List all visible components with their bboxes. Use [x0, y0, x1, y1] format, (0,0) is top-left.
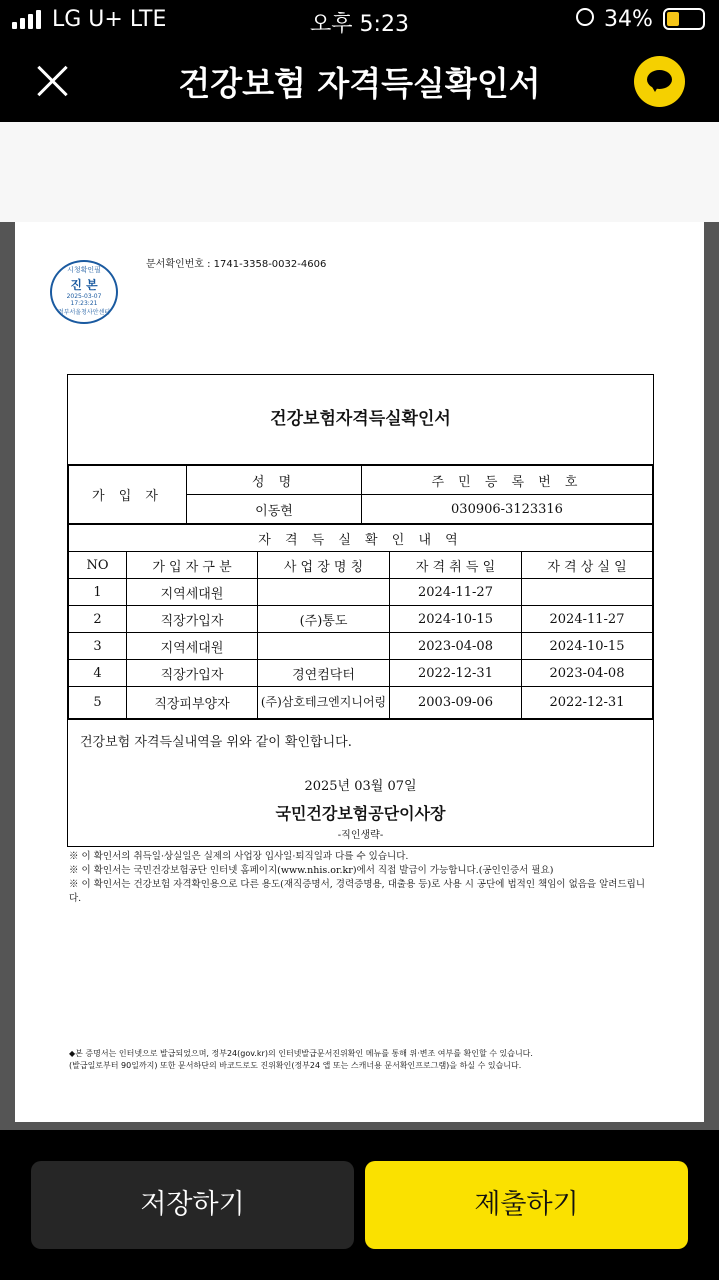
- row-type: 직장가입자: [127, 660, 258, 687]
- table-row: [69, 633, 653, 660]
- row-acquired: 2022-12-31: [390, 660, 522, 687]
- table-row: [69, 606, 653, 633]
- confirmation-block: [68, 719, 653, 846]
- save-button[interactable]: 저장하기: [31, 1161, 354, 1249]
- subscriber-label: 가 입 자: [69, 466, 187, 524]
- history-table: [68, 524, 653, 719]
- rrn-label: 주 민 등 록 번 호: [362, 466, 653, 495]
- status-bar: [0, 0, 719, 40]
- row-lost: 2022-12-31: [522, 687, 653, 719]
- column-header: 가 입 자 구 분: [127, 552, 258, 579]
- table-row: [69, 660, 653, 687]
- spacer: [0, 122, 719, 222]
- row-workplace: (주)삼호테크엔지니어링: [258, 687, 390, 719]
- row-no: 5: [69, 687, 127, 719]
- column-header: 자 격 취 득 일: [390, 552, 522, 579]
- row-no: 2: [69, 606, 127, 633]
- bottom-action-bar: [0, 1130, 719, 1280]
- row-type: 지역세대원: [127, 579, 258, 606]
- footer-notice: [69, 1048, 654, 1072]
- row-no: 3: [69, 633, 127, 660]
- clock: 오후 5:23: [310, 12, 409, 37]
- row-acquired: 2024-10-15: [390, 606, 522, 633]
- column-header: 자 격 상 실 일: [522, 552, 653, 579]
- row-acquired: 2024-11-27: [390, 579, 522, 606]
- certificate-form: [67, 374, 654, 847]
- column-header: 사 업 장 명 칭: [258, 552, 390, 579]
- row-no: 1: [69, 579, 127, 606]
- authenticity-seal: [50, 260, 118, 324]
- kakaotalk-chat-icon[interactable]: [634, 56, 685, 107]
- footer-line: (발급일로부터 90일까지) 또한 문서하단의 바코드로도 진위확인(정부24 앱 또는 스캐너용 문서확인프로그램)을 하실 수 있습니다.: [69, 1061, 522, 1070]
- confirm-text: 건강보험 자격득실내역을 위와 같이 확인합니다.: [80, 735, 352, 750]
- seal-top: 시청확인필: [67, 266, 101, 274]
- footer-line: ◆본 증명서는 인터넷으로 발급되었으며, 정부24(gov.kr)의 인터넷발급문서진위확인 메뉴를 통해 위·변조 여부를 확인할 수 있습니다.: [69, 1049, 533, 1058]
- document-viewer[interactable]: [0, 222, 719, 1130]
- seal-center: 진 본: [70, 278, 98, 292]
- subscriber-table: [68, 465, 653, 524]
- row-workplace: 경연컴닥터: [258, 660, 390, 687]
- name-value: 이동현: [187, 495, 362, 524]
- row-type: 직장피부양자: [127, 687, 258, 719]
- row-lost: 2024-10-15: [522, 633, 653, 660]
- row-no: 4: [69, 660, 127, 687]
- carrier: LG U+ LTE: [52, 7, 167, 32]
- rotation-lock-icon: [576, 8, 594, 26]
- table-row: [69, 579, 653, 606]
- row-acquired: 2003-09-06: [390, 687, 522, 719]
- rrn-value: 030906-3123316: [362, 495, 653, 524]
- row-workplace: (주)통도: [258, 606, 390, 633]
- seal-date: 2025-03-07: [66, 293, 102, 300]
- stamp-omitted: -직인생략-: [337, 830, 384, 841]
- issuer: 국민건강보험공단이사장: [275, 804, 446, 823]
- header: [0, 40, 719, 122]
- history-title: 자 격 득 실 확 인 내 역: [69, 525, 653, 552]
- row-acquired: 2023-04-08: [390, 633, 522, 660]
- battery-icon: [663, 8, 705, 30]
- row-type: 직장가입자: [127, 606, 258, 633]
- document-title: 건강보험자격득실확인서: [68, 375, 653, 465]
- row-lost: [522, 579, 653, 606]
- notes: [69, 850, 654, 906]
- document-page: [15, 222, 704, 1122]
- row-lost: 2023-04-08: [522, 660, 653, 687]
- note: ※ 이 확인서는 건강보험 자격확인용으로 다른 용도(재직증명서, 경력증명용, 대출용 등)로 사용 시 공단에 법적인 책임이 없음을 알려드립니다.: [69, 879, 646, 904]
- page-title: 건강보험 자격득실확인서: [178, 64, 541, 103]
- row-lost: 2024-11-27: [522, 606, 653, 633]
- row-type: 지역세대원: [127, 633, 258, 660]
- note: ※ 이 확인서는 국민건강보험공단 인터넷 홈페이지(www.nhis.or.kr)에서 직접 발급이 가능합니다.(공인인증서 필요): [69, 865, 554, 876]
- name-label: 성 명: [187, 466, 362, 495]
- row-workplace: [258, 633, 390, 660]
- doc-number: 문서확인번호 : 1741-3358-0032-4606: [146, 259, 327, 270]
- seal-bottom: 정부서울청사안센터: [57, 309, 111, 316]
- table-row: [69, 687, 653, 719]
- seal-time: 17:23:21: [70, 300, 98, 307]
- submit-button[interactable]: 제출하기: [365, 1161, 688, 1249]
- issue-date: 2025년 03월 07일: [304, 779, 417, 794]
- row-workplace: [258, 579, 390, 606]
- battery-percent: 34%: [604, 7, 653, 32]
- note: ※ 이 확인서의 취득일·상실일은 실제의 사업장 입사일·퇴직일과 다를 수 있습니다.: [69, 851, 409, 862]
- column-header: NO: [69, 552, 127, 579]
